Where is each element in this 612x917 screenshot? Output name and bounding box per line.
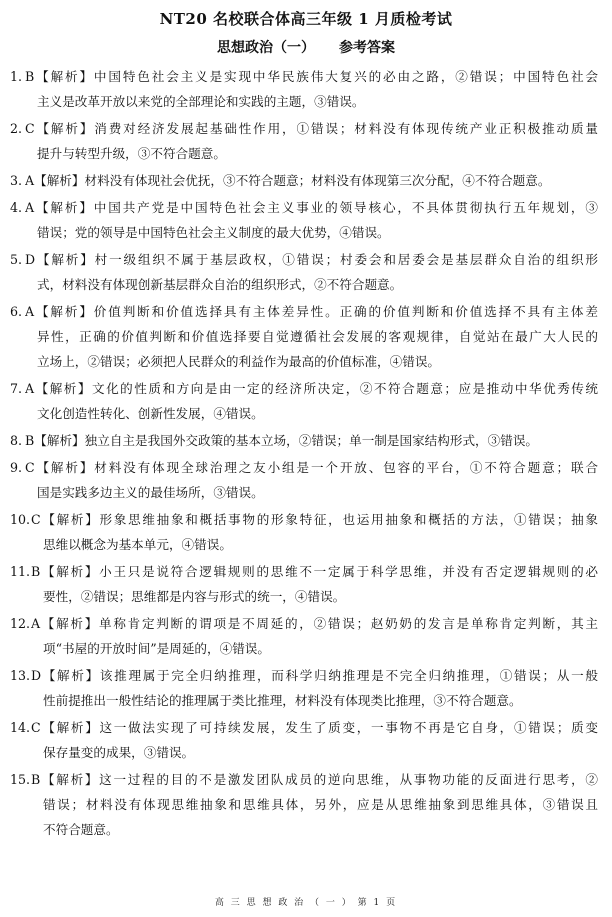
answer-number: 7. — [10, 381, 23, 396]
subject-label: 思想政治（一） — [217, 40, 315, 56]
answer-number: 2. — [10, 121, 23, 136]
answer-number: 6. — [10, 304, 23, 319]
answer-item — [0, 376, 612, 426]
answer-text-line: A【解析】材料没有体现社会优抚，③不符合题意；材料没有体现第三次分配，④不符合题意。 — [25, 173, 551, 188]
answer-number: 8. — [10, 433, 23, 448]
answer-item — [0, 64, 612, 114]
answer-text-line: D【解析】村一级组织不属于基层政权，①错误；村委会和居委会是基层群众自治的组织形 — [25, 252, 598, 267]
answer-list — [0, 64, 612, 844]
answer-text-line: 异性，正确的价值判断和价值选择要自觉遵循社会发展的客观规律，自觉站在最广大人民的 — [37, 329, 598, 344]
answer-item — [0, 663, 612, 713]
answer-number: 10. — [10, 512, 31, 527]
answer-text-line: A【解析】单称肯定判断的谓项是不周延的，②错误；赵奶奶的发言是单称肯定判断，其主 — [31, 616, 598, 631]
answer-text-line: 思维以概念为基本单元，④错误。 — [43, 537, 232, 552]
answer-text-line: 错误；材料没有体现思维抽象和思维具体，另外，应是从思维抽象到思维具体，③错误且 — [43, 797, 598, 812]
answer-text-line: 式，材料没有体现创新基层群众自治的组织形式，②不符合题意。 — [37, 277, 403, 292]
answer-number: 13. — [10, 668, 31, 683]
answer-text-line: C【解析】这一做法实现了可持续发展，发生了质变，一事物不再是它自身，①错误；质变 — [31, 720, 598, 735]
answer-text-line: 文化创造性转化、创新性发展，④错误。 — [37, 406, 264, 421]
answer-text-line: 保存量变的成果，③错误。 — [43, 745, 195, 760]
answer-item — [0, 168, 612, 193]
answer-number: 4. — [10, 200, 23, 215]
answer-number: 5. — [10, 252, 23, 267]
answer-item — [0, 715, 612, 765]
answer-number: 1. — [10, 69, 23, 84]
answer-item — [0, 428, 612, 453]
answer-text-line: 提升与转型升级，③不符合题意。 — [37, 146, 226, 161]
answer-text-line: 国是实践多边主义的最佳场所，③错误。 — [37, 485, 264, 500]
answer-item — [0, 247, 612, 297]
answer-item — [0, 559, 612, 609]
answer-item — [0, 455, 612, 505]
answer-text-line: C【解析】材料没有体现全球治理之友小组是一个开放、包容的平台，①不符合题意；联合 — [25, 460, 598, 475]
answers-label: 参考答案 — [339, 40, 395, 56]
answer-item — [0, 299, 612, 374]
answer-text-line: B【解析】独立自主是我国外交政策的基本立场，②错误；单一制是国家结构形式，③错误。 — [25, 433, 539, 448]
answer-item — [0, 195, 612, 245]
answer-number: 15. — [10, 772, 31, 787]
answer-text-line: A【解析】价值判断和价值选择具有主体差异性。正确的价值判断和价值选择不具有主体差 — [25, 304, 598, 319]
answer-number: 14. — [10, 720, 31, 735]
answer-text-line: 错误；党的领导是中国特色社会主义制度的最大优势，④错误。 — [37, 225, 390, 240]
answer-item — [0, 611, 612, 661]
answer-item — [0, 767, 612, 842]
answer-text-line: 立场上，②错误；必须把人民群众的利益作为最高的价值标准，④错误。 — [37, 354, 440, 369]
answer-text-line: B【解析】这一过程的目的不是激发团队成员的逆向思维，从事物功能的反面进行思考，② — [31, 772, 598, 787]
answer-number: 9. — [10, 460, 23, 475]
answer-item — [0, 116, 612, 166]
document-title: NT20 名校联合体高三年级 1 月质检考试 — [159, 10, 453, 28]
answer-text-line: A【解析】文化的性质和方向是由一定的经济所决定，②不符合题意；应是推动中华优秀传统 — [25, 381, 598, 396]
answer-text-line: C【解析】消费对经济发展起基础性作用，①错误；材料没有体现传统产业正积极推动质量 — [25, 121, 598, 136]
answer-text-line: 性前提推出一般性结论的推理属于类比推理，材料没有体现类比推理，③不符合题意。 — [43, 693, 522, 708]
answer-text-line: B【解析】小王只是说符合逻辑规则的思维不一定属于科学思维，并没有否定逻辑规则的必 — [31, 564, 598, 579]
page-footer: 高 三 思 想 政 治 （ 一 ） 第 1 页 — [214, 898, 398, 908]
answer-number: 12. — [10, 616, 31, 631]
answer-text-line: 项“书屋的开放时间”是周延的，④错误。 — [43, 641, 270, 656]
answer-text-line: 要性，②错误；思维都是内容与形式的统一，④错误。 — [43, 589, 346, 604]
answer-number: 11. — [10, 564, 31, 579]
answer-text-line: C【解析】形象思维抽象和概括事物的形象特征，也运用抽象和概括的方法，①错误；抽象 — [31, 512, 598, 527]
answer-text-line: B【解析】中国特色社会主义是实现中华民族伟大复兴的必由之路，②错误；中国特色社会 — [25, 69, 598, 84]
answer-text-line: D【解析】该推理属于完全归纳推理，而科学归纳推理是不完全归纳推理，①错误；从一般 — [31, 668, 598, 683]
document-subtitle — [0, 37, 612, 57]
answer-text-line: A【解析】中国共产党是中国特色社会主义事业的领导核心，不具体贯彻执行五年规划，③ — [25, 200, 598, 215]
answer-item — [0, 507, 612, 557]
answer-text-line: 不符合题意。 — [43, 822, 119, 837]
answer-number: 3. — [10, 173, 23, 188]
answer-text-line: 主义是改革开放以来党的全部理论和实践的主题，③错误。 — [37, 94, 365, 109]
